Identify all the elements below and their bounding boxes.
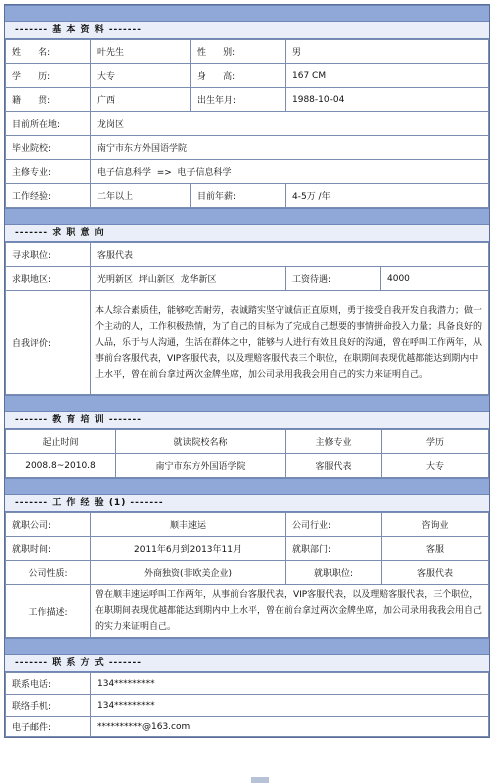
experience-value: 二年以上 (91, 184, 191, 208)
major-label: 主修专业: (6, 160, 91, 184)
basic-info-table (5, 39, 489, 208)
section-title-education: ------- 教 育 培 训 ------- (5, 411, 489, 429)
position-label: 就职职位: (286, 561, 382, 585)
experience-label: 工作经验: (6, 184, 91, 208)
position-value: 客服代表 (382, 561, 489, 585)
native-label: 籍 贯: (6, 88, 91, 112)
height-value: 167 CM (286, 64, 489, 88)
edu-degree: 大专 (382, 454, 489, 478)
section-band (5, 208, 489, 224)
dept-value: 客服 (382, 537, 489, 561)
edu-major: 客服代表 (286, 454, 382, 478)
section-band (5, 5, 489, 21)
location-label: 目前所在地: (6, 112, 91, 136)
job-label: 寻求职位: (6, 243, 91, 267)
area-label: 求职地区: (6, 267, 91, 291)
salary-value: 4-5万 /年 (286, 184, 489, 208)
location-value: 龙岗区 (91, 112, 489, 136)
industry-label: 公司行业: (286, 513, 382, 537)
edu-school: 南宁市东方外国语学院 (116, 454, 286, 478)
birth-value: 1988-10-04 (286, 88, 489, 112)
work-desc-value: 曾在顺丰速运呼叫工作两年，从事前台客服代表，VIP客服代表，以及理赔客服代表，三个职位，在职期间表现优越都能达到期内中上水平，曾在前台拿过两次金牌坐席，加公司录用我我会用自己的实力来证明自己。 (91, 585, 489, 638)
education-table (5, 429, 489, 478)
dept-label: 就职部门: (286, 537, 382, 561)
pay-label: 工资待遇: (286, 267, 381, 291)
company-value: 顺丰速运 (91, 513, 286, 537)
section-title-basic: ------- 基 本 资 料 ------- (5, 21, 489, 39)
edu-header-degree: 学历 (382, 430, 489, 454)
mobile-label: 联络手机: (6, 695, 91, 717)
intent-table (5, 242, 489, 395)
major-value: 电子信息科学 => 电子信息科学 (91, 160, 489, 184)
industry-value: 咨询业 (382, 513, 489, 537)
education-label: 学 历: (6, 64, 91, 88)
phone-label: 联系电话: (6, 673, 91, 695)
company-label: 就职公司: (6, 513, 91, 537)
edu-header-school: 就读院校名称 (116, 430, 286, 454)
email-value: **********@163.com (91, 717, 489, 737)
pay-value: 4000 (381, 267, 489, 291)
edu-period: 2008.8~2010.8 (6, 454, 116, 478)
work-time-label: 就职时间: (6, 537, 91, 561)
native-value: 广西 (91, 88, 191, 112)
name-value: 叶先生 (91, 40, 191, 64)
birth-label: 出生年月: (191, 88, 286, 112)
resume-page (4, 4, 490, 738)
phone-value: 134********* (91, 673, 489, 695)
section-band (5, 478, 489, 494)
nature-value: 外商独资(非欧美企业) (91, 561, 286, 585)
work-time-value: 2011年6月到2013年11月 (91, 537, 286, 561)
self-eval-label: 自我评价: (6, 291, 91, 395)
salary-label: 目前年薪: (191, 184, 286, 208)
contact-table (5, 672, 489, 737)
name-label: 姓 名: (6, 40, 91, 64)
mobile-value: 134********* (91, 695, 489, 717)
section-title-work: ------- 工 作 经 验 (1) ------- (5, 494, 489, 512)
school-label: 毕业院校: (6, 136, 91, 160)
table-row (6, 454, 489, 478)
gender-value: 男 (286, 40, 489, 64)
education-value: 大专 (91, 64, 191, 88)
school-value: 南宁市东方外国语学院 (91, 136, 489, 160)
section-title-intent: ------- 求 职 意 向 (5, 224, 489, 242)
nature-label: 公司性质: (6, 561, 91, 585)
section-band (5, 395, 489, 411)
area-value: 光明新区 坪山新区 龙华新区 (91, 267, 286, 291)
edu-header-major: 主修专业 (286, 430, 382, 454)
self-eval-value: 本人综合素质佳，能够吃苦耐劳，表诚踏实坚守诚信正直原则，勇于接受自我开发自我潜力；做一个主动的人，工作积极热情，为了自己的目标为了完成自己想要的事情拼命投入力量；具备良好的人品，乐于与人沟通，生活在群体之中，能够与人进行有效且良好的沟通，曾在呼叫工作两年，从事前台客服代表，VIP客服代表，以及理赔客服代表三个职位，在职期间表现优越都能达到期内中上水平，曾在前台拿过两次金牌坐席，加公司录用我我会用自己的实力来证明自己。 (91, 291, 489, 395)
height-label: 身 高: (191, 64, 286, 88)
email-label: 电子邮件: (6, 717, 91, 737)
section-band (5, 638, 489, 654)
work-desc-label: 工作描述: (6, 585, 91, 638)
section-title-contact: ------- 联 系 方 式 ------- (5, 654, 489, 672)
page-scroll-tab (251, 777, 269, 783)
edu-header-period: 起止时间 (6, 430, 116, 454)
job-value: 客服代表 (91, 243, 489, 267)
gender-label: 性 别: (191, 40, 286, 64)
work-table (5, 512, 489, 638)
